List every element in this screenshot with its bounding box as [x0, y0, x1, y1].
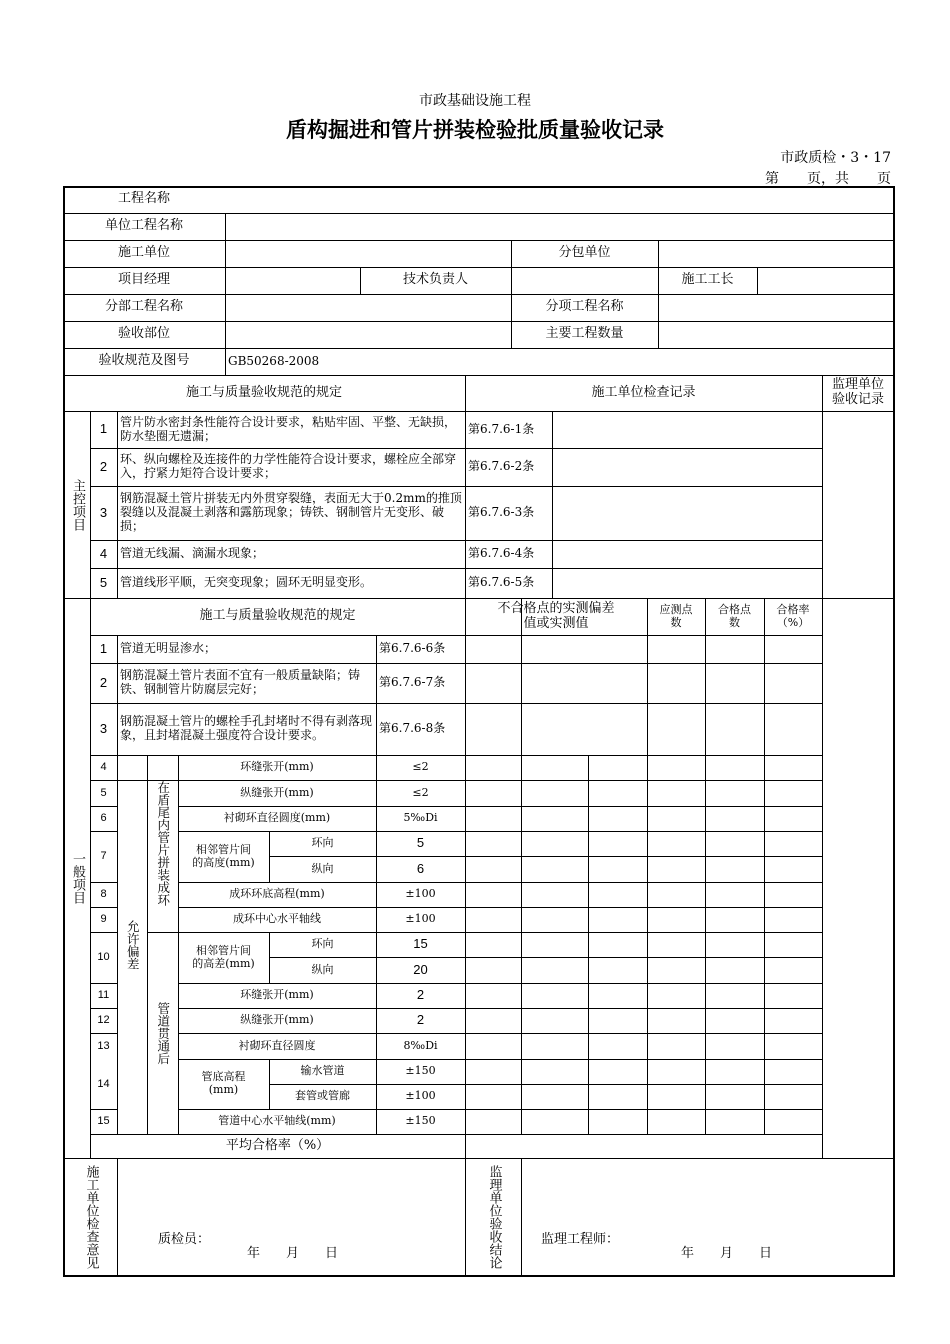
construction-date: 年 月 日 — [247, 1246, 339, 1261]
gen-no-2: 2 — [99, 674, 108, 690]
tol-no-12: 12 — [97, 1014, 110, 1027]
technical-lead-label: 技术负责人 — [402, 272, 468, 288]
construction-foreman-label: 施工工长 — [681, 272, 734, 288]
tol-value-15: ±150 — [405, 1114, 436, 1128]
tol-val1-10: 15 — [413, 936, 428, 952]
tol-sub1-7: 环向 — [311, 836, 334, 850]
construction-opinion-label: 施工单位检查意见 — [83, 1164, 99, 1269]
gen-clause-1: 第6.7.6-6条 — [379, 641, 446, 656]
tol-sub2-7: 纵向 — [311, 861, 334, 875]
construction-unit-label: 施工单位 — [117, 245, 170, 261]
general-label: 一般项目 — [69, 852, 85, 904]
gen-no-3: 3 — [99, 720, 108, 736]
tol-value-5: ≤2 — [412, 785, 429, 799]
tol-no-11: 11 — [97, 989, 110, 1002]
group-a-label: 在盾尾内管片拼装成环 — [155, 781, 171, 906]
deviation-header: 不合格点的实测偏差值或实测值 — [497, 600, 615, 631]
main-quantity-label: 主要工程数量 — [545, 326, 624, 342]
tol-name-8: 成环环底高程(mm) — [229, 887, 325, 901]
project-name-label: 工程名称 — [117, 191, 170, 207]
tol-val1-14: ±150 — [405, 1064, 436, 1078]
mc-text-3: 钢筋混凝土管片拼装无内外贯穿裂缝，表面无大于0.2mm的推顶裂缝以及混凝土剥落和露筋现象；铸铁、钢制管片无变形、破损； — [120, 491, 462, 533]
standard-label: 验收规范及图号 — [98, 353, 190, 369]
gen-text-3: 钢筋混凝土管片的螺栓手孔封堵时不得有剥落现象，且封堵混凝土强度符合设计要求。 — [120, 714, 373, 742]
pass-rate-header: 合格率（%） — [776, 602, 810, 629]
tol-name-11: 环缝张开(mm) — [240, 988, 314, 1002]
should-count-header: 应测点数 — [659, 602, 693, 629]
engineer-label: 监理工程师： — [541, 1232, 620, 1247]
tol-no-8: 8 — [100, 888, 107, 901]
gen-no-1: 1 — [99, 640, 108, 656]
mc-clause-3: 第6.7.6-3条 — [468, 505, 535, 520]
mc-no-3: 3 — [99, 504, 108, 520]
inspector-label: 质检员： — [158, 1232, 211, 1247]
division-name-label: 分部工程名称 — [104, 299, 183, 315]
tol-name-13: 衬砌环直径圆度 — [238, 1038, 316, 1052]
subcontract-unit-label: 分包单位 — [558, 245, 611, 261]
mc-clause-4: 第6.7.6-4条 — [468, 546, 535, 561]
category-label: 市政基础设施工程 — [419, 92, 531, 109]
project-manager-label: 项目经理 — [117, 272, 170, 288]
tol-value-13: 8‰Di — [403, 1038, 438, 1052]
tol-value-4: ≤2 — [412, 760, 429, 774]
tol-no-14: 14 — [97, 1077, 110, 1090]
tol-val2-10: 20 — [413, 961, 428, 977]
tol-name-10: 相邻管片间的高差(mm) — [192, 943, 255, 970]
mc-clause-1: 第6.7.6-1条 — [468, 421, 535, 436]
pass-count-header: 合格点数 — [718, 602, 751, 629]
mc-clause-2: 第6.7.6-2条 — [468, 459, 535, 474]
tol-value-6: 5‰Di — [403, 811, 438, 825]
tol-value-8: ±100 — [405, 887, 436, 901]
tol-sub1-10: 环向 — [311, 937, 334, 951]
general-spec-header: 施工与质量验收规范的规定 — [199, 608, 356, 624]
tol-no-6: 6 — [100, 812, 107, 825]
tol-name-4: 环缝张开(mm) — [240, 760, 314, 774]
tol-no-9: 9 — [100, 913, 107, 926]
tol-no-15: 15 — [97, 1115, 110, 1128]
tol-value-11: 2 — [416, 987, 425, 1003]
tol-no-5: 5 — [100, 786, 107, 799]
spec-header: 施工与质量验收规范的规定 — [185, 384, 342, 400]
supervision-conclusion-label: 监理单位验收结论 — [486, 1164, 502, 1269]
gen-clause-2: 第6.7.6-7条 — [379, 675, 446, 690]
acceptance-part-label: 验收部位 — [117, 326, 170, 342]
subitem-name-label: 分项工程名称 — [545, 299, 624, 315]
allow-deviation-label: 允许偏差 — [125, 919, 141, 970]
check-record-header: 施工单位检查记录 — [591, 384, 696, 400]
mc-no-5: 5 — [99, 574, 108, 590]
gen-clause-3: 第6.7.6-8条 — [379, 721, 446, 736]
mc-text-1: 管片防水密封条性能符合设计要求，粘贴牢固、平整、无缺损，防水垫圈无遗漏； — [120, 414, 457, 443]
gen-text-2: 钢筋混凝土管片表面不宜有一般质量缺陷；铸铁、钢制管片防腐层完好； — [120, 668, 361, 696]
supervision-header: 监理单位验收记录 — [831, 377, 884, 407]
tol-name-9: 成环中心水平轴线 — [233, 912, 321, 926]
form-code: 市政质检・3・17 — [780, 150, 891, 166]
tol-name-5: 纵缝张开(mm) — [240, 785, 314, 799]
standard-value: GB50268-2008 — [228, 353, 320, 368]
main-control-label: 主控项目 — [69, 478, 85, 531]
mc-no-1: 1 — [99, 421, 108, 437]
tol-sub2-14: 套管或管廊 — [295, 1089, 350, 1103]
tol-no-13: 13 — [97, 1039, 110, 1052]
tol-sub2-10: 纵向 — [311, 962, 334, 976]
average-pass-rate-label: 平均合格率（%） — [225, 1137, 330, 1153]
page-title: 盾构掘进和管片拼装检验批质量验收记录 — [286, 116, 664, 142]
mc-text-5: 管道线形平顺，无突变现象；圆环无明显变形。 — [120, 575, 373, 590]
tol-name-7: 相邻管片间的高度(mm) — [192, 842, 255, 869]
mc-text-4: 管道无线漏、滴漏水现象； — [120, 546, 265, 561]
tol-name-6: 衬砌环直径圆度(mm) — [223, 811, 331, 825]
tol-sub1-14: 输水管道 — [300, 1064, 345, 1078]
tol-value-12: 2 — [416, 1012, 425, 1028]
gen-text-1: 管道无明显渗水； — [120, 641, 217, 656]
mc-text-2: 环、纵向螺栓及连接件的力学性能符合设计要求，螺栓应全部穿入，拧紧力矩符合设计要求； — [120, 452, 457, 480]
tol-value-9: ±100 — [405, 912, 436, 926]
supervision-date: 年 月 日 — [681, 1246, 773, 1261]
mc-no-2: 2 — [99, 458, 108, 474]
tol-val1-7: 5 — [416, 835, 425, 851]
mc-no-4: 4 — [99, 545, 108, 561]
page-info: 第 页，共 页 — [765, 171, 891, 187]
unit-project-name-label: 单位工程名称 — [104, 218, 183, 234]
tol-name-14: 管底高程(mm) — [201, 1070, 246, 1096]
tol-name-12: 纵缝张开(mm) — [240, 1013, 314, 1027]
tol-val2-7: 6 — [416, 860, 425, 876]
group-b-label: 管道贯通后 — [155, 1001, 171, 1065]
mc-clause-5: 第6.7.6-5条 — [468, 575, 535, 590]
tol-no-7: 7 — [100, 850, 107, 863]
tol-no-10: 10 — [97, 951, 110, 964]
tol-val2-14: ±100 — [405, 1089, 436, 1103]
tol-name-15: 管道中心水平轴线(mm) — [218, 1114, 336, 1128]
tol-no-4: 4 — [100, 761, 107, 774]
